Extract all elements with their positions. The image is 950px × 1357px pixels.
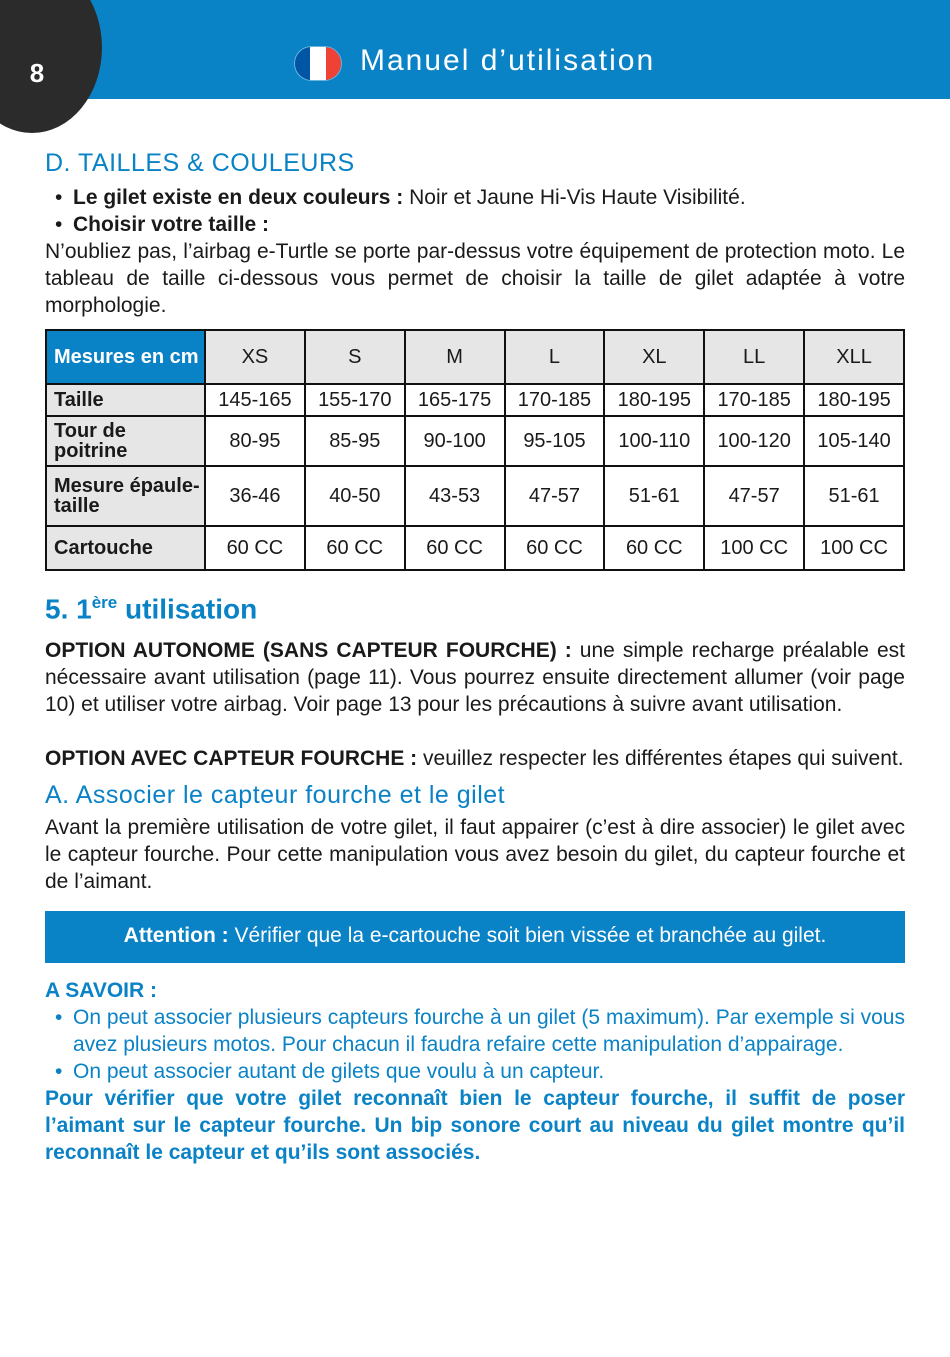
table-cell: 60 CC <box>305 526 405 570</box>
row-label: Mesure épaule-taille <box>46 466 205 526</box>
col-l: L <box>505 330 605 384</box>
table-cell: 51-61 <box>604 466 704 526</box>
list-item: • On peut associer plusieurs capteurs fourche à un gilet (5 maximum). Par exemple si vous avez plusieurs motos. Pour chacun il faudra refaire cette manipulation d’appairage. <box>45 1004 905 1058</box>
col-m: M <box>405 330 505 384</box>
size-table <box>45 329 905 571</box>
table-corner: Mesures en cm <box>46 330 205 384</box>
table-cell: 47-57 <box>505 466 605 526</box>
page-content <box>45 146 905 1166</box>
col-xl: XL <box>604 330 704 384</box>
list-item: • On peut associer autant de gilets que voulu à un capteur. <box>45 1058 905 1085</box>
table-cell: 95-105 <box>505 416 605 466</box>
section-d-bullets <box>45 184 905 238</box>
table-cell: 43-53 <box>405 466 505 526</box>
col-xll: XLL <box>804 330 904 384</box>
section-d-paragraph: N’oubliez pas, l’airbag e-Turtle se porte par-dessus votre équipement de protection moto. Le tableau de taille ci-dessous vous permet de choisir la taille de gilet adaptée à votre morphologie. <box>45 240 905 317</box>
table-cell: 100-110 <box>604 416 704 466</box>
french-flag-icon <box>295 47 341 80</box>
attention-banner: Attention : Vérifier que la e-cartouche soit bien vissée et branchée au gilet. <box>45 911 905 963</box>
bullet-size: • Choisir votre taille : <box>45 211 905 238</box>
header-title: Manuel d’utilisation <box>360 44 656 77</box>
section-5-title: 5. 1ère utilisation <box>45 593 258 625</box>
option-autonome: OPTION AUTONOME (SANS CAPTEUR FOURCHE) : une simple recharge préalable est nécessaire avant utilisation (page 11). Vous pourrez ensuite directement allumer (voir page 10) et utiliser votre airbag. Voir page 13 pour les précautions à suivre avant utilisation. <box>45 639 905 717</box>
page-number: 8 <box>29 58 45 88</box>
table-row <box>46 526 904 570</box>
col-s: S <box>305 330 405 384</box>
table-cell: 155-170 <box>305 384 405 416</box>
table-cell: 47-57 <box>704 466 804 526</box>
table-cell: 165-175 <box>405 384 505 416</box>
table-cell: 40-50 <box>305 466 405 526</box>
col-xs: XS <box>205 330 305 384</box>
a-savoir-conclusion: Pour vérifier que votre gilet reconnaît bien le capteur fourche, il suffit de poser l’aimant sur le capteur fourche. Un bip sonore court au niveau du gilet montre qu’il reconnaît le capteur et qu’ils sont associés. <box>45 1087 905 1165</box>
table-cell: 51-61 <box>804 466 904 526</box>
section-a-paragraph: Avant la première utilisation de votre gilet, il faut appairer (c’est à dire associer) le gilet avec le capteur fourche. Pour cette manipulation vous avez besoin du gilet, du capteur fourche et de l’aimant. <box>45 816 905 894</box>
table-cell: 170-185 <box>505 384 605 416</box>
table-header-row <box>46 330 904 384</box>
a-savoir-list <box>45 1004 905 1085</box>
table-cell: 100 CC <box>704 526 804 570</box>
col-ll: LL <box>704 330 804 384</box>
table-cell: 100-120 <box>704 416 804 466</box>
bullet-colors: • Le gilet existe en deux couleurs : Noir et Jaune Hi-Vis Haute Visibilité. <box>45 184 905 211</box>
table-cell: 60 CC <box>604 526 704 570</box>
table-cell: 180-195 <box>804 384 904 416</box>
table-cell: 90-100 <box>405 416 505 466</box>
row-label: Taille <box>46 384 205 416</box>
section-a-title: A. Associer le capteur fourche et le gilet <box>45 781 506 810</box>
table-cell: 145-165 <box>205 384 305 416</box>
table-cell: 60 CC <box>405 526 505 570</box>
option-capteur: OPTION AVEC CAPTEUR FOURCHE : veuillez respecter les différentes étapes qui suivent. <box>45 747 904 771</box>
table-cell: 180-195 <box>604 384 704 416</box>
row-label: Tour de poitrine <box>46 416 205 466</box>
table-cell: 170-185 <box>704 384 804 416</box>
section-d-title: D. TAILLES & COULEURS <box>45 149 355 177</box>
table-cell: 36-46 <box>205 466 305 526</box>
table-cell: 100 CC <box>804 526 904 570</box>
a-savoir-title: A SAVOIR : <box>45 979 158 1003</box>
table-row <box>46 466 904 526</box>
table-cell: 85-95 <box>305 416 405 466</box>
table-cell: 60 CC <box>505 526 605 570</box>
table-row <box>46 416 904 466</box>
table-cell: 80-95 <box>205 416 305 466</box>
table-row <box>46 384 904 416</box>
table-cell: 60 CC <box>205 526 305 570</box>
table-cell: 105-140 <box>804 416 904 466</box>
row-label: Cartouche <box>46 526 205 570</box>
